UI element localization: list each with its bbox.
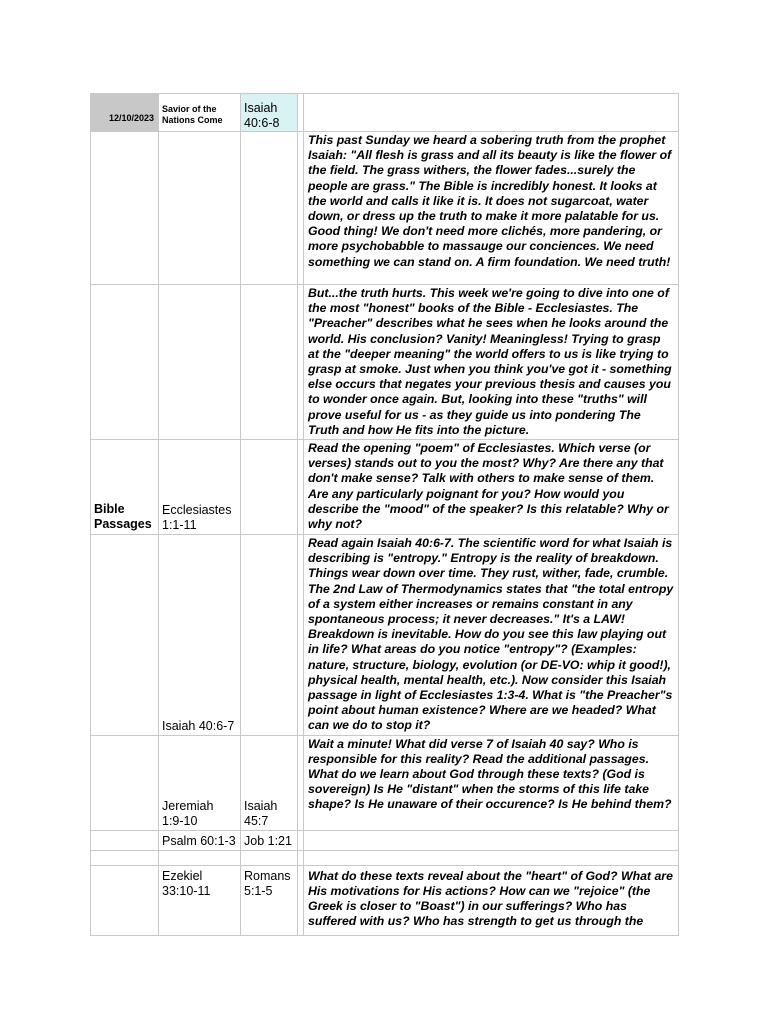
passage-ezekiel-cell[interactable]: Ezekiel 33:10-11: [159, 865, 241, 935]
passage-psalm-cell[interactable]: Psalm 60:1-3: [159, 830, 241, 850]
passage-isaiah-40-cell[interactable]: Isaiah 40:6-7: [159, 535, 241, 736]
passage-ecclesiastes-cell[interactable]: Ecclesiastes 1:1-11: [159, 440, 241, 535]
empty-cell[interactable]: [91, 865, 159, 935]
intro-paragraph-cell[interactable]: This past Sunday we heard a sobering truth from the prophet Isaiah: "All flesh is grass and all its beauty is like the flower of the field. The grass withers, the flower fades...surely the people are grass." The Bible is incredibly honest. It looks at the world and calls it like it is. It does not sugarcoat, water down, or dress up the truth to make it more palatable for us. Good thing! We don't need more clichés, more pandering, or more psychobabble to massauge our conciences. We need something we can stand on. A firm foundation. We need truth!: [304, 132, 679, 285]
table-row: [91, 735, 679, 830]
table-row: [91, 132, 679, 285]
section-label-bible-passages[interactable]: Bible Passages: [91, 440, 159, 535]
empty-cell[interactable]: [159, 850, 241, 865]
passage-isaiah-45-cell[interactable]: Isaiah 45:7: [241, 735, 298, 830]
series-title-cell[interactable]: Savior of the Nations Come: [159, 94, 241, 132]
empty-cell[interactable]: [241, 535, 298, 736]
empty-cell[interactable]: [241, 132, 298, 285]
empty-cell[interactable]: [304, 94, 679, 132]
poem-question-cell[interactable]: Read the opening "poem" of Ecclesiastes. Which verse (or verses) stands out to you the most? Why? Are there any that don't make sense? Talk with others to make sense of them. Are any particularly poignant for you? How would you describe the "mood" of the speaker? Is this relatable? Why or why not?: [304, 440, 679, 535]
header-row: [91, 94, 679, 132]
empty-cell[interactable]: [91, 132, 159, 285]
empty-cell[interactable]: [241, 850, 298, 865]
study-guide-table: [90, 93, 679, 936]
empty-cell[interactable]: [91, 830, 159, 850]
table-row: [91, 850, 679, 865]
table-row: [91, 440, 679, 535]
passage-jeremiah-cell[interactable]: Jeremiah 1:9-10: [159, 735, 241, 830]
empty-cell[interactable]: [304, 850, 679, 865]
empty-cell[interactable]: [91, 285, 159, 440]
heart-question-cell[interactable]: What do these texts reveal about the "heart" of God? What are His motivations for His actions? How can we "rejoice" (the Greek is closer to "Boast") in our sufferings? Who has suffered with us? Who has strength to get us through the: [304, 865, 679, 935]
table-row: [91, 865, 679, 935]
table-row: [91, 285, 679, 440]
empty-cell[interactable]: [241, 440, 298, 535]
date-cell[interactable]: 12/10/2023: [91, 94, 159, 132]
empty-cell[interactable]: [91, 735, 159, 830]
passage-romans-cell[interactable]: Romans 5:1-5: [241, 865, 298, 935]
focus-text-cell[interactable]: Isaiah 40:6-8: [241, 94, 298, 132]
empty-cell[interactable]: [304, 830, 679, 850]
passage-job-cell[interactable]: Job 1:21: [241, 830, 298, 850]
empty-cell[interactable]: [159, 132, 241, 285]
empty-cell[interactable]: [91, 850, 159, 865]
table-row: [91, 830, 679, 850]
empty-cell[interactable]: [91, 535, 159, 736]
empty-cell[interactable]: [159, 285, 241, 440]
truth-hurts-paragraph-cell[interactable]: But...the truth hurts. This week we're going to dive into one of the most "honest" books of the Bible - Ecclesiastes. The "Preacher" describes what he sees when he looks around the world. His conclusion? Vanity! Meaningless! Trying to grasp at the "deeper meaning" the world offers to us is like trying to grasp at smoke. Just when you think you've got it - something else occurs that negates your previous thesis and causes you to wonder once again. But, looking into these "truths" will prove useful for us - as they guide us into pondering The Truth and how He fits into the picture.: [304, 285, 679, 440]
entropy-question-cell[interactable]: Read again Isaiah 40:6-7. The scientific word for what Isaiah is describing is "entropy." Entropy is the reality of breakdown. Things wear down over time. They rust, wither, fade, crumble. The 2nd Law of Thermodynamics states that "the total entropy of a system either increases or remains constant in any spontaneous process; it never decreases." It's a LAW! Breakdown is inevitable. How do you see this law playing out in life? What areas do you notice "entropy"? (Examples: nature, structure, biology, evolution (or DE-VO: whip it good!), physical health, mental health, etc.). Now consider this Isaiah passage in light of Ecclesiastes 1:3-4. What is "the Preacher"s point about human existence? Where are we headed? What can we do to stop it?: [304, 535, 679, 736]
table-row: [91, 535, 679, 736]
empty-cell[interactable]: [241, 285, 298, 440]
verse7-question-cell[interactable]: Wait a minute! What did verse 7 of Isaiah 40 say? Who is responsible for this reality? Read the additional passages. What do we learn about God through these texts? (God is sovereign) Is He "distant" when the storms of this life take shape? Is He unaware of their occurence? Is He behind them?: [304, 735, 679, 830]
